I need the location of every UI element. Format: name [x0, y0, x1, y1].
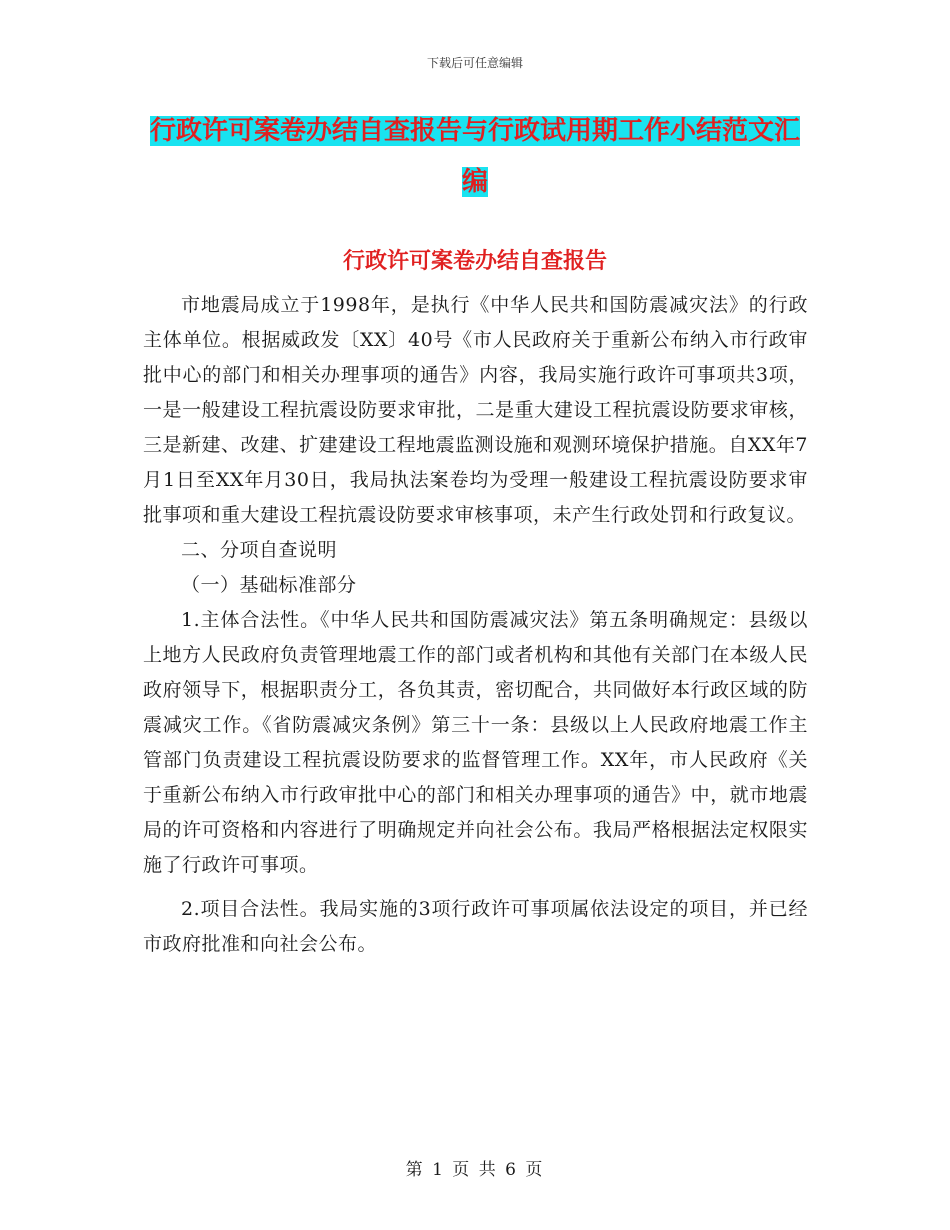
section-title: 行政许可案卷办结自查报告 [342, 248, 607, 274]
paragraph-intro: 市地震局成立于1998年，是执行《中华人民共和国防震减灾法》的行政主体单位。根据威政发〔XX〕40号《市人民政府关于重新公布纳入市行政审批中心的部门和相关办理事项的通告》内容，我局实施行政许可事项共3项，一是一般建设工程抗震设防要求审批，二是重大建设工程抗震设防要求审核，三是新建、改建、扩建建设工程地震监测设施和观测环境保护措施。自XX年7月1日至XX年月30日，我局执法案卷均为受理一般建设工程抗震设防要求审批事项和重大建设工程抗震设防要求审核事项，未产生行政处罚和行政复议。 [143, 294, 808, 526]
paragraph-subject-legality: 1.主体合法性。《中华人民共和国防震减灾法》第五条明确规定：县级以上地方人民政府负责管理地震工作的部门或者机构和其他有关部门在本级人民政府领导下，根据职责分工，各负其责，密切配合，共同做好本行政区域的防震减灾工作。《省防震减灾条例》第三十一条：县级以上人民政府地震工作主管部门负责建设工程抗震设防要求的监督管理工作。XX年，市人民政府《关于重新公布纳入市行政审批中心的部门和相关办理事项的通告》中，就市地震局的许可资格和内容进行了明确规定并向社会公布。我局严格根据法定权限实施了行政许可事项。 [143, 609, 808, 876]
body-text [143, 288, 808, 962]
paragraph-item-legality: 2.项目合法性。我局实施的3项行政许可事项属依法设定的项目，并已经市政府批准和向社会公布。 [143, 898, 808, 955]
paragraph-heading-2: 二、分项自查说明 [181, 539, 338, 561]
document-title-text: 行政许可案卷办结自查报告与行政试用期工作小结范文汇编 [149, 116, 800, 197]
header-note: 下载后可任意编辑 [426, 56, 523, 70]
paragraph-subheading-1: （一）基础标准部分 [181, 574, 357, 596]
page-indicator: 第 1 页 共 6 页 [405, 1160, 545, 1180]
document-title [140, 106, 810, 208]
